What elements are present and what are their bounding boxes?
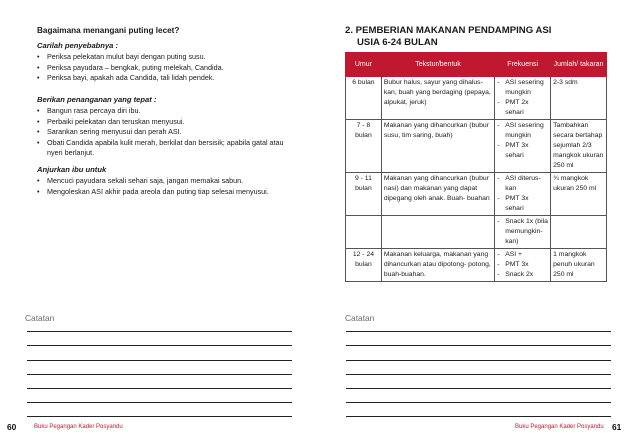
cell-jumlah: Tambahkan secara bertahap sejumlah 2/3 mangkok ukuran 250 ml xyxy=(551,120,607,173)
section-advice xyxy=(37,165,299,197)
catatan-label: Catatan xyxy=(25,313,55,323)
footer-text: Buku Pegangan Kader Posyandu xyxy=(34,424,123,430)
catatan-label: Catatan xyxy=(345,313,375,323)
bullet-list xyxy=(37,176,299,197)
table-row xyxy=(346,77,607,120)
frekuensi-item: ASI + xyxy=(505,251,523,258)
cell-frekuensi: - ASI sesering mungkin - PMT 3x sehari xyxy=(495,120,551,173)
notes-lines xyxy=(27,318,292,417)
frekuensi-item: PMT 3x sehari xyxy=(505,142,529,159)
notes-lines xyxy=(346,318,611,417)
list-item: • Periksa pelekatan mulut bayi dengan puting susu. xyxy=(37,52,299,63)
cell-umur: 7 - 8 bulan xyxy=(346,120,382,173)
frekuensi-item: ASI sesering mungkin xyxy=(505,122,544,139)
cell-jumlah xyxy=(551,216,607,249)
frekuensi-item: ASI sesering mungkin xyxy=(505,79,544,96)
cell-frekuensi: - Snack 1x (bila memungkin- kan) xyxy=(495,216,551,249)
page-number: 61 xyxy=(612,422,622,432)
list-item: • Mengoleskan ASI akhir pada areola dan puting tiap selesai menyusui. xyxy=(37,187,299,198)
title-line: USIA 6-24 BULAN xyxy=(357,37,438,48)
bullet-list xyxy=(37,106,299,159)
section-heading: Carilah penyebabnya : xyxy=(37,41,119,50)
table-row xyxy=(346,249,607,282)
frekuensi-item: PMT 3x sehari xyxy=(505,195,529,212)
cell-umur xyxy=(346,216,382,249)
section-causes xyxy=(37,41,299,84)
cell-umur: 6 bulan xyxy=(346,77,382,120)
cell-tekstur: Makanan yang dihancurkan (bubur susu, tim saring, buah) xyxy=(381,120,494,173)
table-row xyxy=(346,120,607,173)
list-item: • Obati Candida apabila kulit merah, berkilat dan bersisik; apabila gatal atau nyeri berlanjut. xyxy=(37,138,299,159)
cell-tekstur: Bubur halus, sayur yang dihalus- kan, buah yang berdaging (pepaya, alpukat, jeruk) xyxy=(381,77,494,120)
section-heading: Berikan penanganan yang tepat : xyxy=(37,95,157,104)
cell-jumlah: 2-3 sdm xyxy=(551,77,607,120)
frekuensi-item: PMT 2x sehari xyxy=(505,99,529,116)
header-jumlah: Jumlah/ takaran xyxy=(551,53,607,77)
section-heading: Anjurkan ibu untuk xyxy=(37,165,107,174)
cell-tekstur: Makanan yang dihancurkan (bubur nasi) dan makanan yang dapat dipegang oleh anak. Buah- buahan xyxy=(381,173,494,216)
table-row xyxy=(346,173,607,216)
table-header-row xyxy=(346,53,607,77)
cell-jumlah: 1 mangkok penuh ukuran 250 ml xyxy=(551,249,607,282)
title-line: 2. PEMBERIAN MAKANAN PENDAMPING ASI xyxy=(345,25,552,36)
header-frekuensi: Frekuensi xyxy=(495,53,551,77)
cell-frekuensi: - ASI sesering mungkin - PMT 2x sehari xyxy=(495,77,551,120)
right-page-title xyxy=(345,25,605,49)
cell-umur: 12 - 24 bulan xyxy=(346,249,382,282)
cell-umur: 9 - 11 bulan xyxy=(346,173,382,216)
cell-frekuensi: - ASI + - PMT 3x - Snack 2x xyxy=(495,249,551,282)
cell-tekstur: Makanan keluarga, makanan yang dihancurkan atau dipotong- potong, buah-buahan. xyxy=(381,249,494,282)
list-item: • Mencuci payudara sekali sehari saja, jangan memakai sabun. xyxy=(37,176,299,187)
list-item: • Bangun rasa percaya diri ibu. xyxy=(37,106,299,117)
right-page xyxy=(319,0,638,447)
section-treatment xyxy=(37,95,299,159)
cell-tekstur xyxy=(381,216,494,249)
cell-frekuensi: - ASI diterus- kan - PMT 3x sehari xyxy=(495,173,551,216)
frekuensi-item: PMT 3x xyxy=(505,261,529,268)
page-number: 60 xyxy=(7,422,17,432)
bullet-list xyxy=(37,52,299,84)
table-row xyxy=(346,216,607,249)
list-item: • Periksa bayi, apakah ada Candida, tali lidah pendek. xyxy=(37,73,299,84)
frekuensi-item: Snack 1x (bila memungkin- kan) xyxy=(505,218,548,245)
left-page-title: Bagaimana menangani puting lecet? xyxy=(37,26,180,35)
frekuensi-item: ASI diterus- kan xyxy=(505,175,541,192)
mpasi-table xyxy=(345,52,607,282)
list-item: • Perbaiki pelekatan dan teruskan menyusui. xyxy=(37,117,299,128)
header-tekstur: Tekstur/bentuk xyxy=(381,53,494,77)
frekuensi-item: Snack 2x xyxy=(505,271,534,278)
list-item: • Periksa payudara – bengkak, puting melekah, Candida. xyxy=(37,63,299,74)
header-umur: Umur xyxy=(346,53,382,77)
cell-jumlah: ¾ mangkok ukuran 250 ml xyxy=(551,173,607,216)
list-item: • Sarankan sering menyusui dan perah ASI. xyxy=(37,127,299,138)
footer-text: Buku Pegangan Kader Posyandu xyxy=(515,424,604,430)
